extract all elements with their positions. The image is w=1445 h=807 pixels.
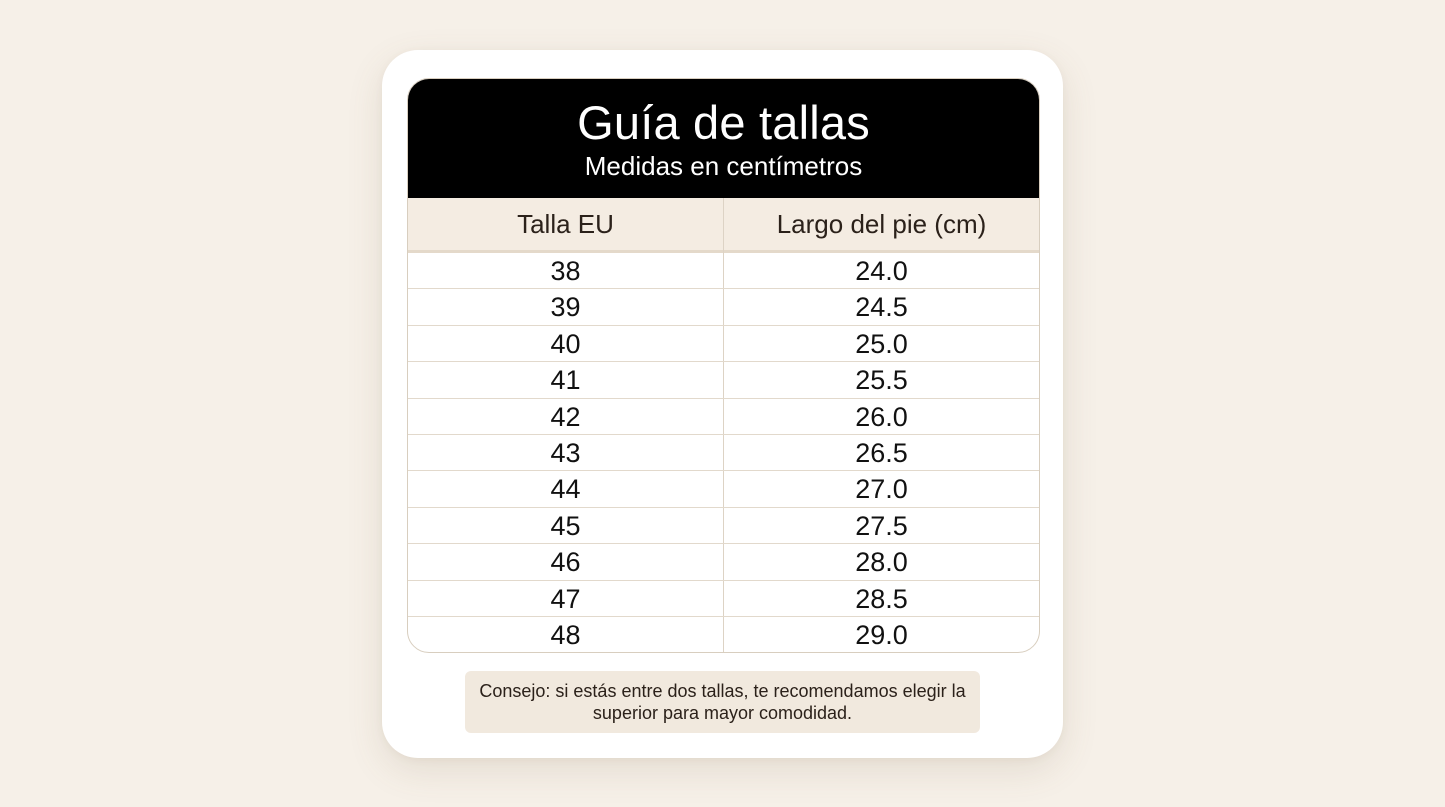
size-eu-cell: 48	[550, 619, 581, 650]
table-row	[408, 617, 1039, 653]
foot-length-cell: 28.0	[855, 547, 908, 578]
table-body	[408, 253, 1039, 653]
table-row	[408, 581, 1039, 617]
foot-length-cell: 28.5	[855, 583, 908, 614]
table-row	[408, 508, 1039, 544]
foot-length-cell: 26.0	[855, 401, 908, 432]
column-header-size-eu: Talla EU	[517, 209, 614, 239]
size-eu-cell: 41	[550, 365, 581, 396]
page-title: Guía de tallas	[577, 96, 870, 149]
column-header-foot-length: Largo del pie (cm)	[776, 209, 987, 239]
size-eu-cell: 42	[550, 401, 581, 432]
table-row	[408, 326, 1039, 362]
size-table	[407, 78, 1040, 653]
size-eu-cell: 44	[550, 474, 581, 505]
page-subtitle: Medidas en centímetros	[584, 151, 863, 181]
size-eu-cell: 40	[550, 328, 581, 359]
size-eu-cell: 43	[550, 437, 581, 468]
foot-length-cell: 24.5	[855, 292, 908, 323]
tip-box	[465, 671, 980, 733]
foot-length-cell: 25.5	[855, 365, 908, 396]
size-eu-cell: 47	[550, 583, 581, 614]
table-row	[408, 399, 1039, 435]
size-eu-cell: 38	[550, 256, 581, 286]
table-header	[408, 79, 1039, 198]
table-row	[408, 544, 1039, 580]
foot-length-cell: 27.0	[855, 474, 908, 505]
table-row	[408, 435, 1039, 471]
foot-length-cell: 29.0	[855, 619, 908, 650]
size-eu-cell: 46	[550, 547, 581, 578]
foot-length-cell: 24.0	[855, 256, 908, 286]
table-row	[408, 289, 1039, 325]
size-eu-cell: 45	[550, 510, 581, 541]
foot-length-cell: 25.0	[855, 328, 908, 359]
foot-length-cell: 26.5	[855, 437, 908, 468]
table-row	[408, 471, 1039, 507]
size-guide-card	[382, 50, 1063, 758]
tip-text: Consejo: si estás entre dos tallas, te recomendamos elegir la superior para mayor comodidad.	[479, 681, 966, 723]
size-eu-cell: 39	[550, 292, 581, 323]
table-row	[408, 253, 1039, 289]
table-row	[408, 362, 1039, 398]
foot-length-cell: 27.5	[855, 510, 908, 541]
